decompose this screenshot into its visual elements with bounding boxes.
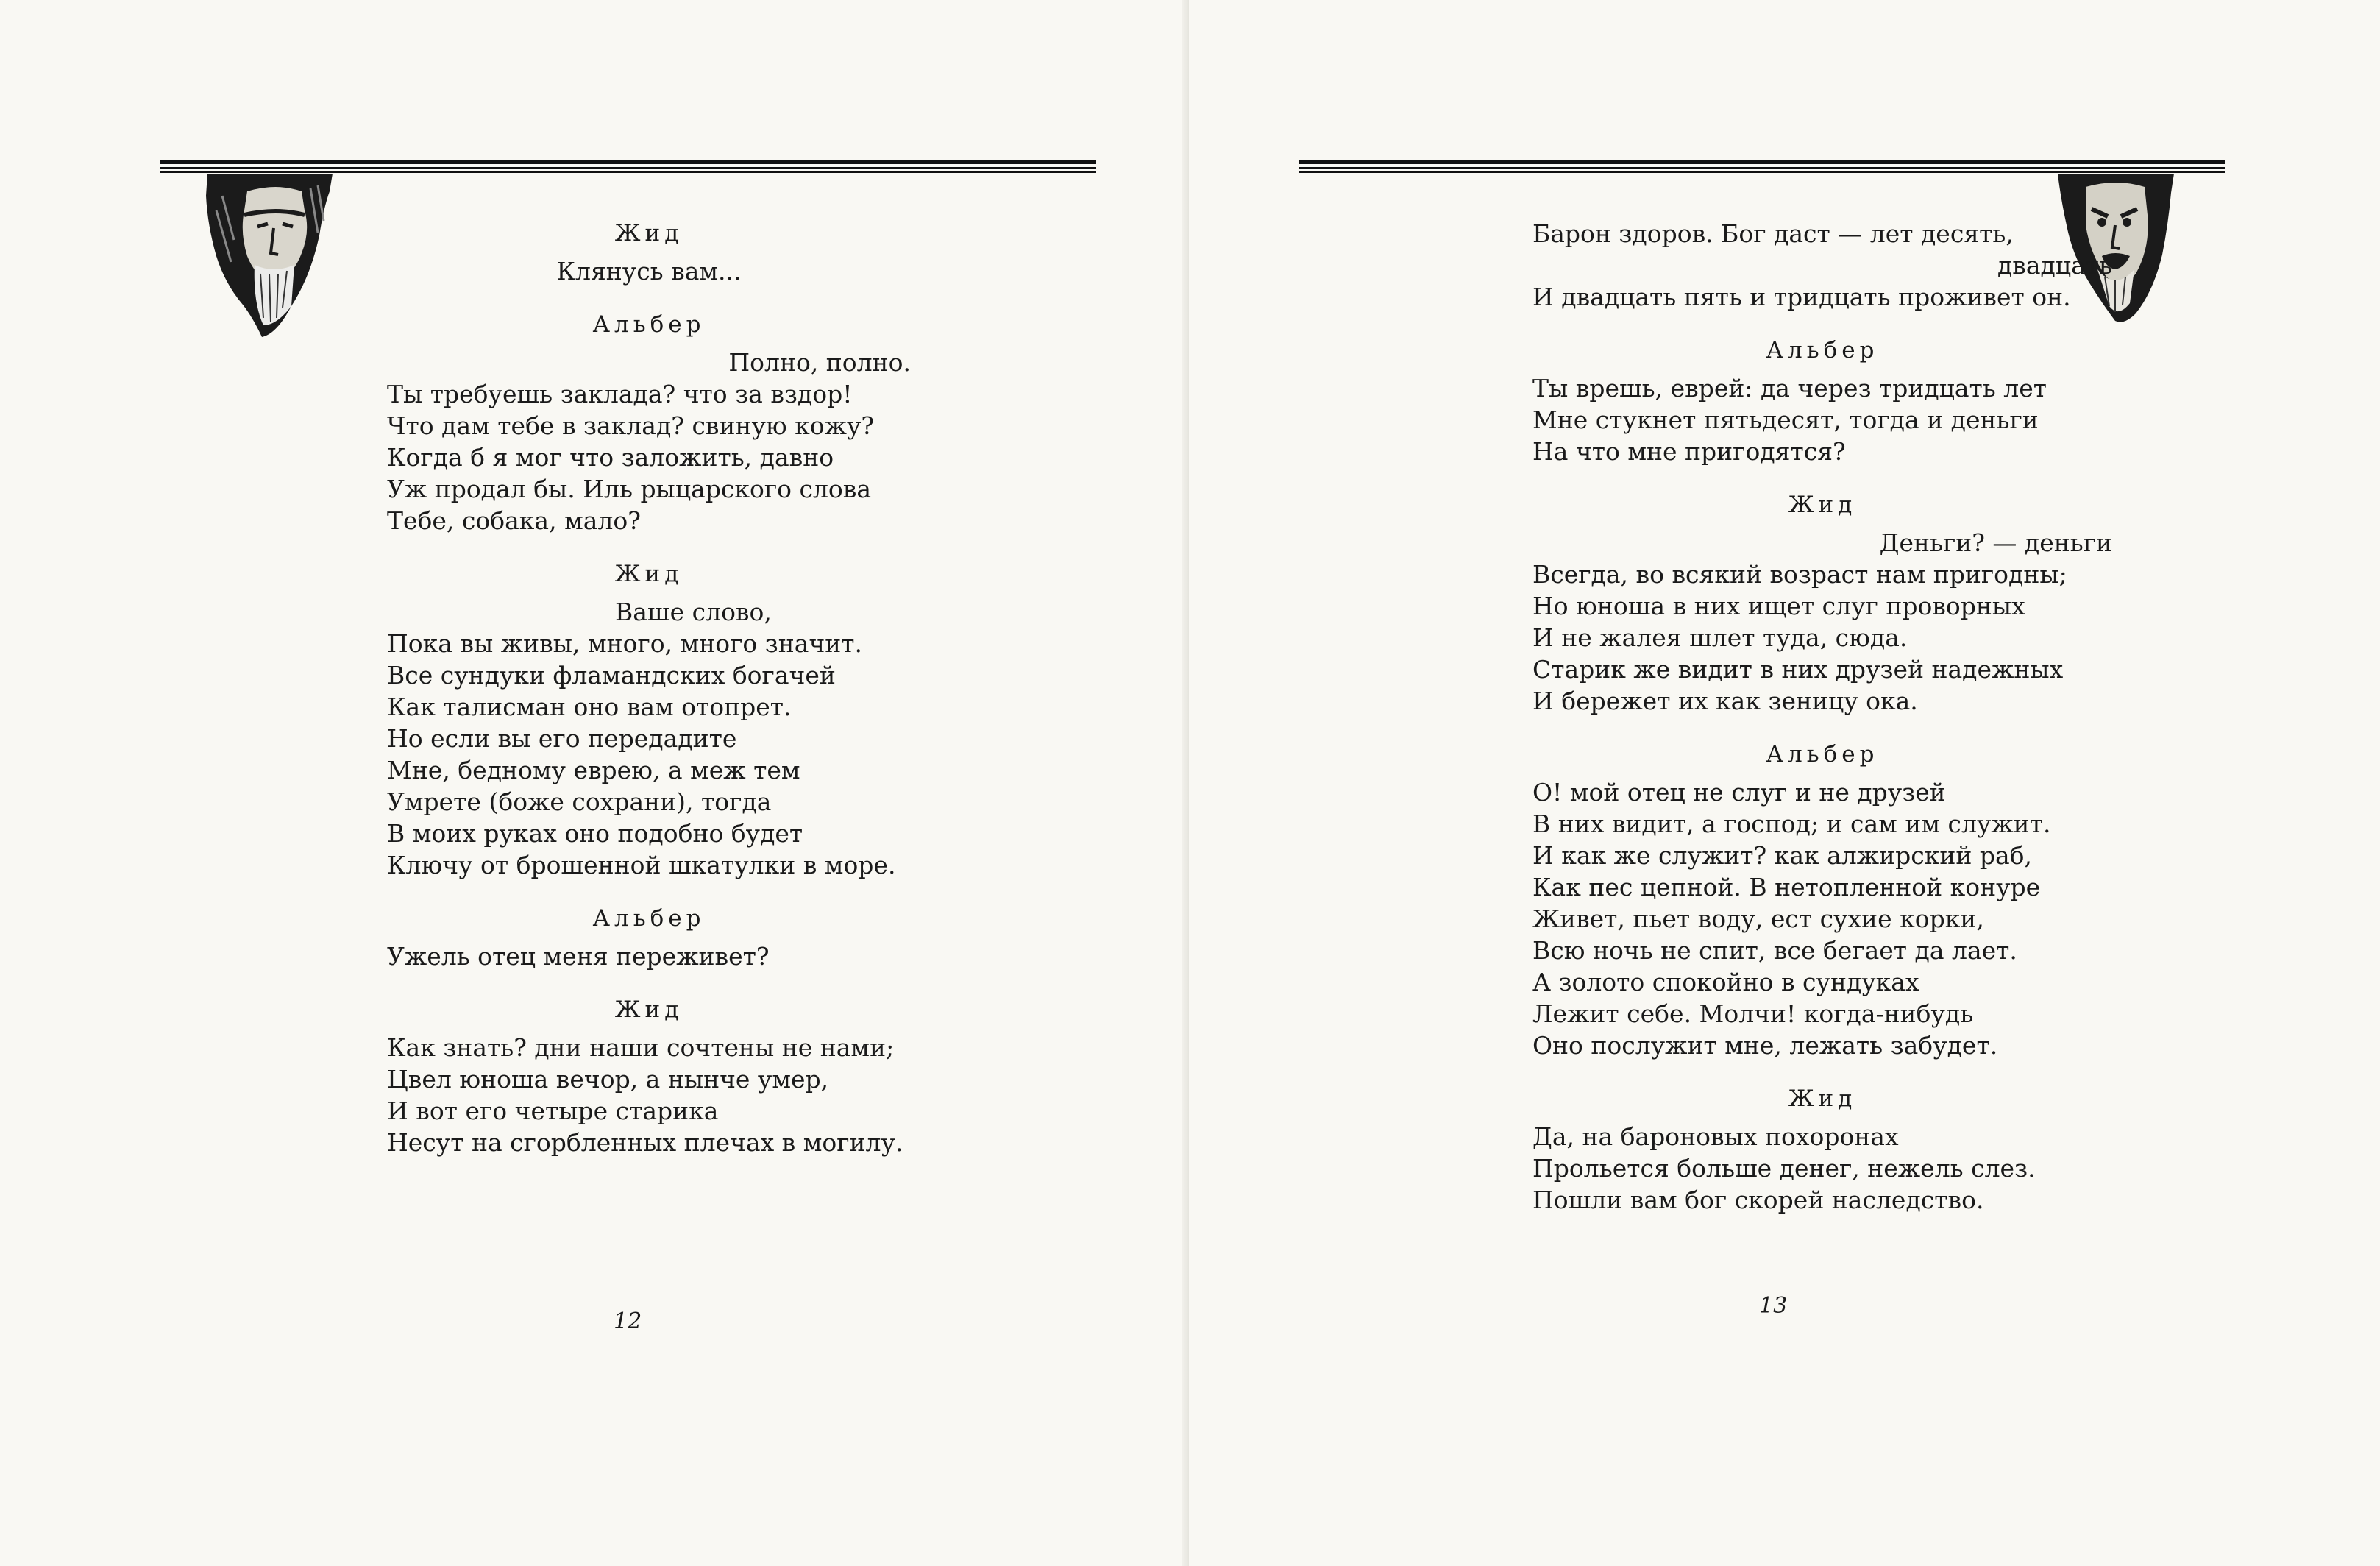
verse-line: Ужель отец меня переживет? — [387, 942, 770, 971]
verse-line: Полно, полно. — [728, 348, 911, 377]
verse-line: Мне, бедному еврею, а меж тем — [387, 756, 800, 784]
verse-line: На что мне пригодятся? — [1532, 437, 1846, 466]
page-number: 12 — [614, 1308, 642, 1334]
right-header-rule — [1299, 160, 2225, 174]
verse-line: Деньги? — деньги — [1879, 528, 2112, 557]
verse-line: Пошли вам бог скорей наследство. — [1532, 1186, 1984, 1214]
verse-line: Цвел юноша вечор, а нынче умер, — [387, 1065, 829, 1094]
verse-line: Мне стукнет пятьдесят, тогда и деньги — [1532, 405, 2039, 434]
verse-line: Клянусь вам... — [556, 257, 742, 286]
speaker-name: Жид — [614, 220, 683, 247]
verse-line: И как же служит? как алжирский раб, — [1532, 841, 2032, 870]
right-page — [1189, 0, 2380, 1566]
verse-line: Всю ночь не спит, все бегает да лает. — [1532, 936, 2017, 965]
verse-line: Всегда, во всякий возраст нам пригодны; — [1532, 560, 2067, 589]
stanza-gap — [1532, 1061, 2112, 1083]
left-header-rule — [160, 160, 1096, 174]
verse-line: И бережет их как зеницу ока. — [1532, 687, 1918, 715]
stanza-gap — [387, 536, 911, 559]
verse-line: И не жалея шлет туда, сюда. — [1532, 623, 1908, 652]
speaker-name: Жид — [1788, 1085, 1857, 1112]
speaker-name: Альбер — [592, 905, 706, 932]
verse-line: Все сундуки фламандских богачей — [387, 661, 836, 690]
verse-line: Ты требуешь заклада? что за вздор! — [387, 380, 853, 408]
right-page-text — [1532, 218, 2112, 1216]
speaker-name: Жид — [614, 996, 683, 1023]
verse-line: Как талисман оно вам отопрет. — [387, 692, 792, 721]
stanza-gap — [1532, 467, 2112, 489]
speaker-name: Альбер — [1766, 337, 1879, 364]
verse-line: Как знать? дни наши сочтены не нами; — [387, 1033, 895, 1062]
verse-line: Как пес цепной. В нетопленной конуре — [1532, 873, 2041, 901]
verse-line: Барон здоров. Бог даст — лет десять, — [1532, 219, 2014, 248]
speaker-name: Альбер — [1766, 741, 1879, 768]
verse-line: Что дам тебе в заклад? свиную кожу? — [387, 411, 875, 440]
verse-line: Но если вы его передадите — [387, 724, 737, 753]
verse-line: Уж продал бы. Иль рыцарского слова — [387, 475, 872, 503]
stanza-gap — [387, 972, 911, 994]
page-number: 13 — [1759, 1293, 1788, 1319]
verse-line: Когда б я мог что заложить, давно — [387, 443, 834, 472]
speaker-name: Жид — [614, 561, 683, 587]
verse-line: Ваше слово, — [615, 598, 772, 626]
verse-line: А золото спокойно в сундуках — [1532, 968, 1919, 996]
stanza-gap — [1532, 717, 2112, 739]
verse-line: В них видит, а господ; и сам им служит. — [1532, 809, 2051, 838]
verse-line: Старик же видит в них друзей надежных — [1532, 655, 2064, 684]
verse-line: О! мой отец не слуг и не друзей — [1532, 778, 1946, 807]
verse-line: Ты врешь, еврей: да через тридцать лет — [1532, 374, 2047, 403]
verse-line: Пока вы живы, много, много значит. — [387, 629, 863, 658]
verse-line: двадцать — [1997, 251, 2112, 280]
stanza-gap — [1532, 313, 2112, 335]
verse-line: Живет, пьет воду, ест сухие корки, — [1532, 904, 1984, 933]
speaker-name: Жид — [1788, 492, 1857, 518]
verse-line: Умрете (боже сохрани), тогда — [387, 787, 772, 816]
verse-line: Но юноша в них ищет слуг проворных — [1532, 592, 2025, 620]
stanza-gap — [387, 881, 911, 903]
speaker-name: Альбер — [592, 311, 706, 338]
verse-line: И двадцать пять и тридцать проживет он. — [1532, 283, 2071, 311]
left-page-text — [387, 218, 911, 1158]
verse-line: Прольется больше денег, нежель слез. — [1532, 1154, 2036, 1183]
verse-line: Тебе, собака, мало? — [387, 506, 641, 535]
corbel-face-ornament-left — [200, 174, 347, 340]
stanza-gap — [387, 287, 911, 309]
left-page — [0, 0, 1189, 1566]
verse-line: В моих руках оно подобно будет — [387, 819, 803, 848]
verse-line: Да, на бароновых похоронах — [1532, 1122, 1899, 1151]
verse-line: Ключу от брошенной шкатулки в море. — [387, 851, 896, 879]
verse-line: Несут на сгорбленных плечах в могилу. — [387, 1128, 903, 1157]
verse-line: Оно послужит мне, лежать забудет. — [1532, 1031, 1998, 1060]
verse-line: Лежит себе. Молчи! когда-нибудь — [1532, 999, 1974, 1028]
verse-line: И вот его четыре старика — [387, 1096, 719, 1125]
